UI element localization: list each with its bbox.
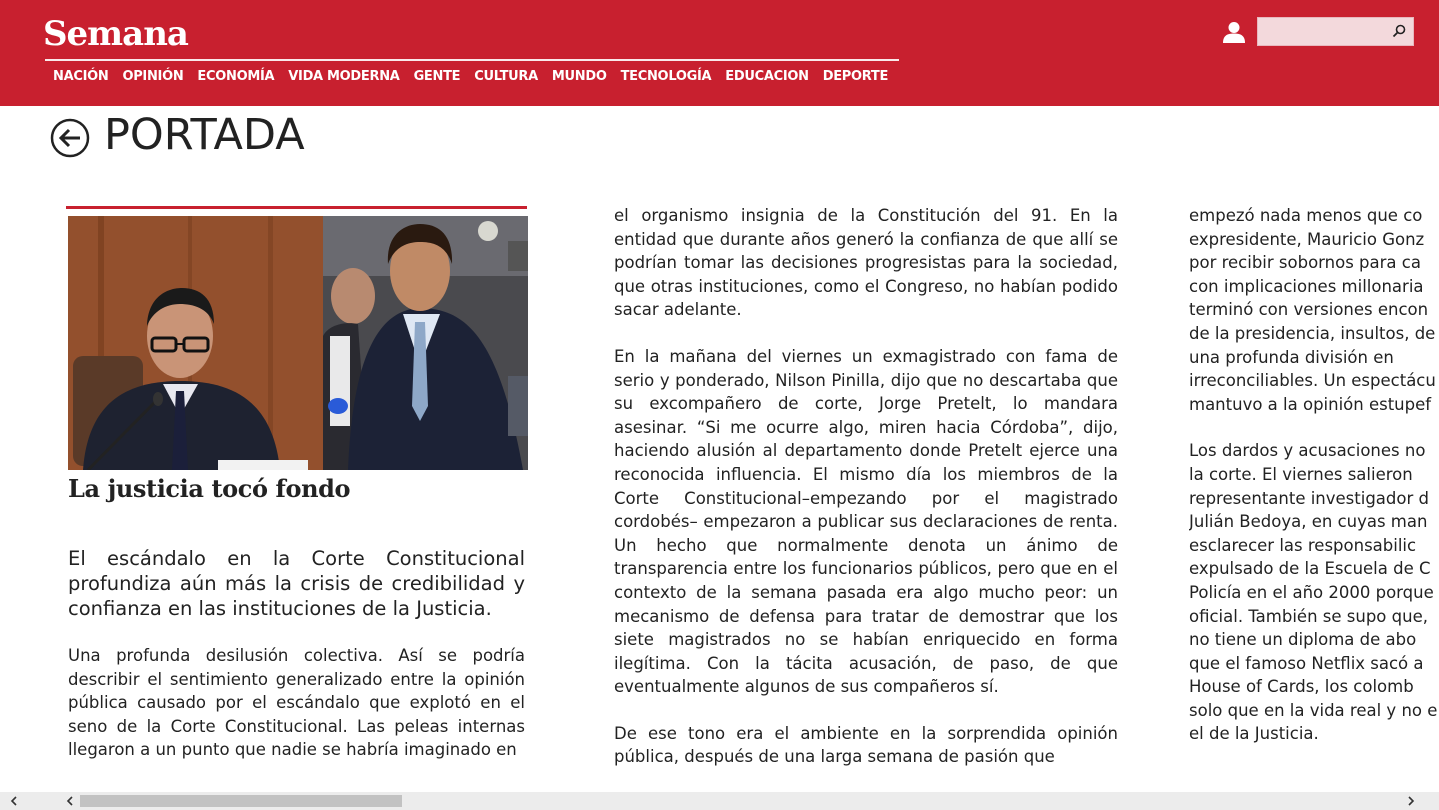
nav-item-cultura[interactable]: CULTURA [474, 69, 538, 84]
article-photo [68, 216, 528, 470]
main-nav [46, 69, 895, 84]
page-title: PORTADA [104, 110, 305, 160]
nav-item-educacion[interactable]: EDUCACION [725, 69, 809, 84]
horizontal-scrollbar[interactable] [0, 792, 1439, 810]
body-paragraph: el organismo insignia de la Constitución del 91. En la entidad que durante años generó la confianza de que allí se podrían tomar las decisiones progresistas para la sociedad, que otras instituciones, como el Congreso, no habían podido sacar adelante. [614, 206, 1118, 320]
article-column-3 [1189, 204, 1439, 764]
body-paragraph: Los dardos y acusaciones no la corte. El viernes salieron representante investigador d Julián Bedoya, en cuyas man esclarecer las responsabilic expulsado de la Escuela de C Policía en el año 2000 porque oficial. También se supo que, no tiene un diploma de abo que el famoso Netflix sacó a House of Cards, los colomb solo que en la vida real y no e el de la Justicia. [1189, 441, 1438, 744]
scroll-left-icon[interactable] [6, 794, 22, 808]
nav-item-economia[interactable]: ECONOMÍA [197, 69, 275, 84]
body-paragraph: De ese tono era el ambiente en la sorprendida opinión pública, después de una larga semana de pasión que [614, 723, 1118, 767]
nav-divider [45, 59, 899, 61]
article-headline[interactable]: La justicia tocó fondo [68, 474, 351, 503]
scroll-left-icon[interactable] [62, 794, 78, 808]
nav-item-vida-moderna[interactable]: VIDA MODERNA [288, 69, 400, 84]
nav-item-deporte[interactable]: DEPORTE [822, 69, 889, 84]
body-paragraph: Una profunda desilusión colectiva. Así se podría describir el sentimiento generalizado entre la opinión pública causado por el escándalo que explotó en el seno de la Corte Constitucional. Las peleas internas llegaron a un punto que nadie se habría imaginado en [68, 646, 525, 759]
back-arrow-icon[interactable] [50, 118, 90, 158]
body-paragraph: En la mañana del viernes un exmagistrado con fama de serio y ponderado, Nilson Pinilla, dijo que no descartaba que su excompañero de corte, Jorge Pretelt, lo mandara asesinar. “Si me ocurre algo, miren hacia Córdoba”, dijo, haciendo alusión al departamento donde Pretelt ejerce una reconocida influencia. El mismo día los miembros de la Corte Constitucional–empezando por el magistrado cordobés– empezaron a publicar sus declaraciones de renta. Un hecho que normalmente denota un ánimo de transparencia entre los funcionarios públicos, pero que en el contexto de la semana pasada era algo mucho peor: un mecanismo de defensa para tratar de demostrar que los siete magistrados no se habían enriquecido en forma ilegítima. Con la tácita acusación, de paso, de que eventualmente algunos de sus compañeros sí. [614, 346, 1118, 697]
lead-paragraph: El escándalo en la Corte Constitucional profundiza aún más la crisis de credibilidad y confianza en las instituciones de la Justicia. [68, 547, 525, 620]
scrollbar-thumb[interactable] [80, 795, 402, 807]
body-paragraph: empezó nada menos que co expresidente, Mauricio Gonz por recibir sobornos para ca con implicaciones millonaria terminó con versiones encon de la presidencia, insultos, de una profunda división en irreconciliables. Un espectácu mantuvo a la opinión estupef [1189, 206, 1436, 414]
search-box [1257, 17, 1414, 46]
nav-item-mundo[interactable]: MUNDO [551, 69, 607, 84]
search-icon[interactable] [1391, 23, 1407, 39]
user-icon[interactable] [1222, 20, 1246, 44]
article-column-2 [614, 204, 1118, 792]
nav-item-gente[interactable]: GENTE [413, 69, 461, 84]
semana-logo[interactable]: Semana [43, 14, 188, 54]
search-input[interactable] [1262, 21, 1391, 44]
article-column-1 [68, 644, 525, 762]
nav-item-tecnologia[interactable]: TECNOLOGÍA [620, 69, 712, 84]
nav-item-nacion[interactable]: NACIÓN [53, 69, 109, 84]
nav-item-opinion[interactable]: OPINIÓN [122, 69, 184, 84]
top-header [0, 0, 1439, 106]
article-top-rule [66, 206, 527, 209]
article-lead [68, 546, 525, 621]
scroll-right-icon[interactable] [1403, 794, 1419, 808]
